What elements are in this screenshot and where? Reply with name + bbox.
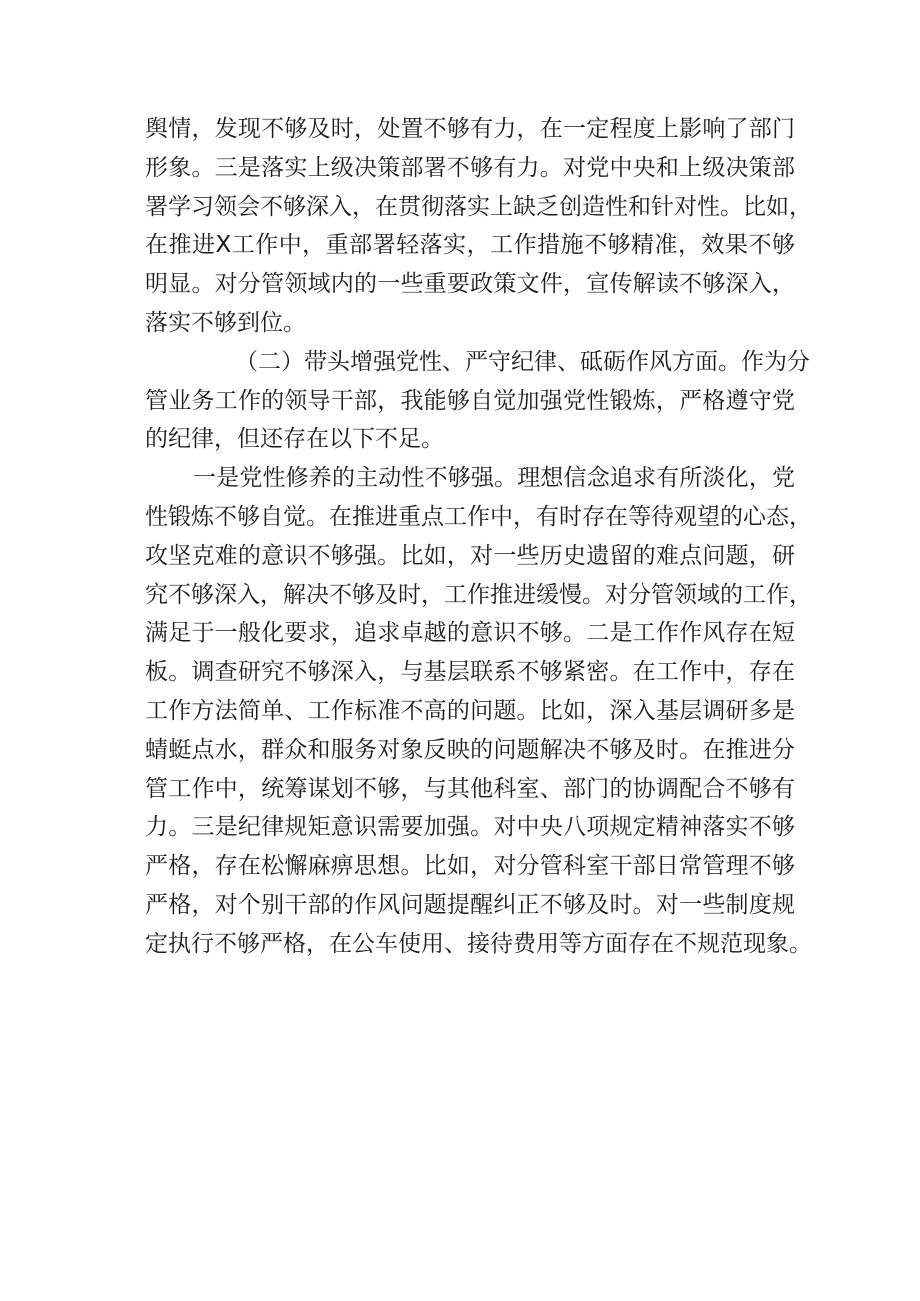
text-line: 攻坚克难的意识不够强。比如，对一些历史遗留的难点问题，研 — [145, 542, 795, 569]
text-line: 形象。三是落实上级决策部署不够有力。对党中央和上级决策部 — [145, 154, 795, 181]
text-line: 满足于一般化要求，追求卓越的意识不够。二是工作作风存在短 — [145, 620, 795, 647]
document-body — [145, 110, 812, 964]
text-line: 在推进X工作中，重部署轻落实，工作措施不够精准，效果不够 — [145, 232, 795, 259]
text-line: 定执行不够严格，在公车使用、接待费用等方面存在不规范现象。 — [145, 930, 812, 957]
text-line: 工作方法简单、工作标准不高的问题。比如，深入基层调研多是 — [145, 697, 795, 724]
text-line: 的纪律，但还存在以下不足。 — [145, 426, 444, 453]
text-line: 严格，对个别干部的作风问题提醒纠正不够及时。对一些制度规 — [145, 891, 795, 918]
text-line: 署学习领会不够深入，在贯彻落实上缺乏创造性和针对性。比如， — [145, 193, 812, 220]
section-heading-line: （二）带头增强党性、严守纪律、砥砺作风方面。作为分 — [235, 348, 810, 375]
text-line: 落实不够到位。 — [145, 309, 306, 336]
text-line: 严格，存在松懈麻痹思想。比如，对分管科室干部日常管理不够 — [145, 853, 795, 880]
text-line: 明显。对分管领域内的一些重要政策文件，宣传解读不够深入， — [145, 271, 795, 298]
text-line: 力。三是纪律规矩意识需要加强。对中央八项规定精神落实不够 — [145, 814, 795, 841]
text-line: 管工作中，统筹谋划不够，与其他科室、部门的协调配合不够有 — [145, 775, 795, 802]
text-line: 舆情，发现不够及时，处置不够有力，在一定程度上影响了部门 — [145, 116, 795, 142]
text-line: 蜻蜓点水，群众和服务对象反映的问题解决不够及时。在推进分 — [145, 736, 795, 763]
text-line: 究不够深入，解决不够及时，工作推进缓慢。对分管领域的工作， — [145, 581, 812, 608]
paragraph-first-line: 一是党性修养的主动性不够强。理想信念追求有所淡化，党 — [193, 465, 795, 492]
text-line: 板。调查研究不够深入，与基层联系不够紧密。在工作中，存在 — [145, 659, 795, 686]
text-line: 性锻炼不够自觉。在推进重点工作中，有时存在等待观望的心态， — [145, 503, 812, 530]
text-line: 管业务工作的领导干部，我能够自觉加强党性锻炼，严格遵守党 — [145, 387, 795, 414]
